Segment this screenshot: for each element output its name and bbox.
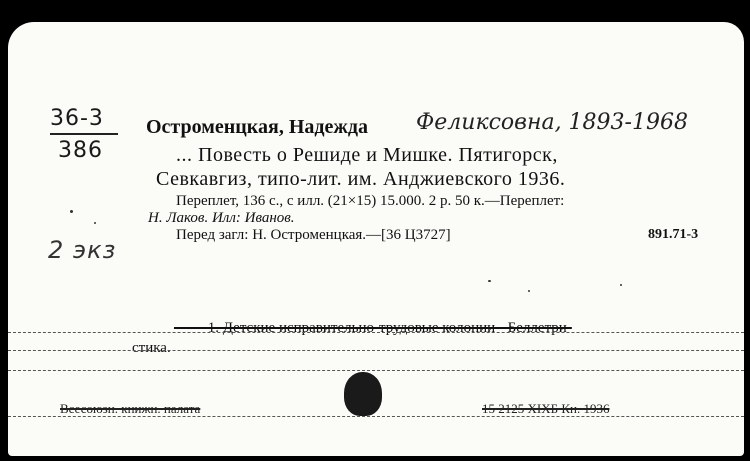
call-number-top: 36-3	[50, 106, 104, 131]
imprint-line: Севкавгиз, типо-лит. им. Анджиевского 1936.	[156, 168, 566, 190]
publisher-footer: Всесоюзн. книжн. палата	[60, 401, 201, 416]
separator-line	[8, 332, 744, 333]
speck	[620, 284, 622, 286]
call-number-bottom: 386	[58, 138, 103, 163]
illustrator-line: Н. Лаков. Илл: Иванов.	[148, 210, 295, 226]
speck	[94, 222, 96, 224]
catalog-card	[8, 22, 744, 456]
subject-heading-continued: стика.	[132, 340, 171, 356]
call-number-divider	[50, 133, 118, 135]
copies-note: 2 экз	[48, 236, 117, 264]
author-handwritten-addition: Феликсовна, 1893-1968	[416, 110, 688, 135]
author-note: Перед загл: Н. Остроменцкая.—[36 Ц3727]	[176, 227, 451, 243]
separator-line	[8, 350, 744, 351]
punch-hole	[344, 372, 382, 416]
speck	[70, 210, 73, 213]
subject-heading: —— 1. Детские исправительно-трудовые колонии - Беллетри-	[174, 320, 572, 336]
physical-description: Переплет, 136 с., с илл. (21×15) 15.000. 2 р. 50 к.—Переплет:	[176, 193, 565, 209]
separator-line	[8, 370, 744, 371]
speck	[488, 280, 491, 282]
card-number-footer: 15 2125 XIXБ Кн. 1936	[482, 401, 610, 416]
title-line: ... Повесть о Решиде и Мишке. Пятигорск,	[176, 144, 558, 166]
speck	[528, 290, 530, 292]
classification-number: 891.71-3	[648, 227, 699, 242]
author-name: Остроменцкая, Надежда	[146, 116, 369, 138]
